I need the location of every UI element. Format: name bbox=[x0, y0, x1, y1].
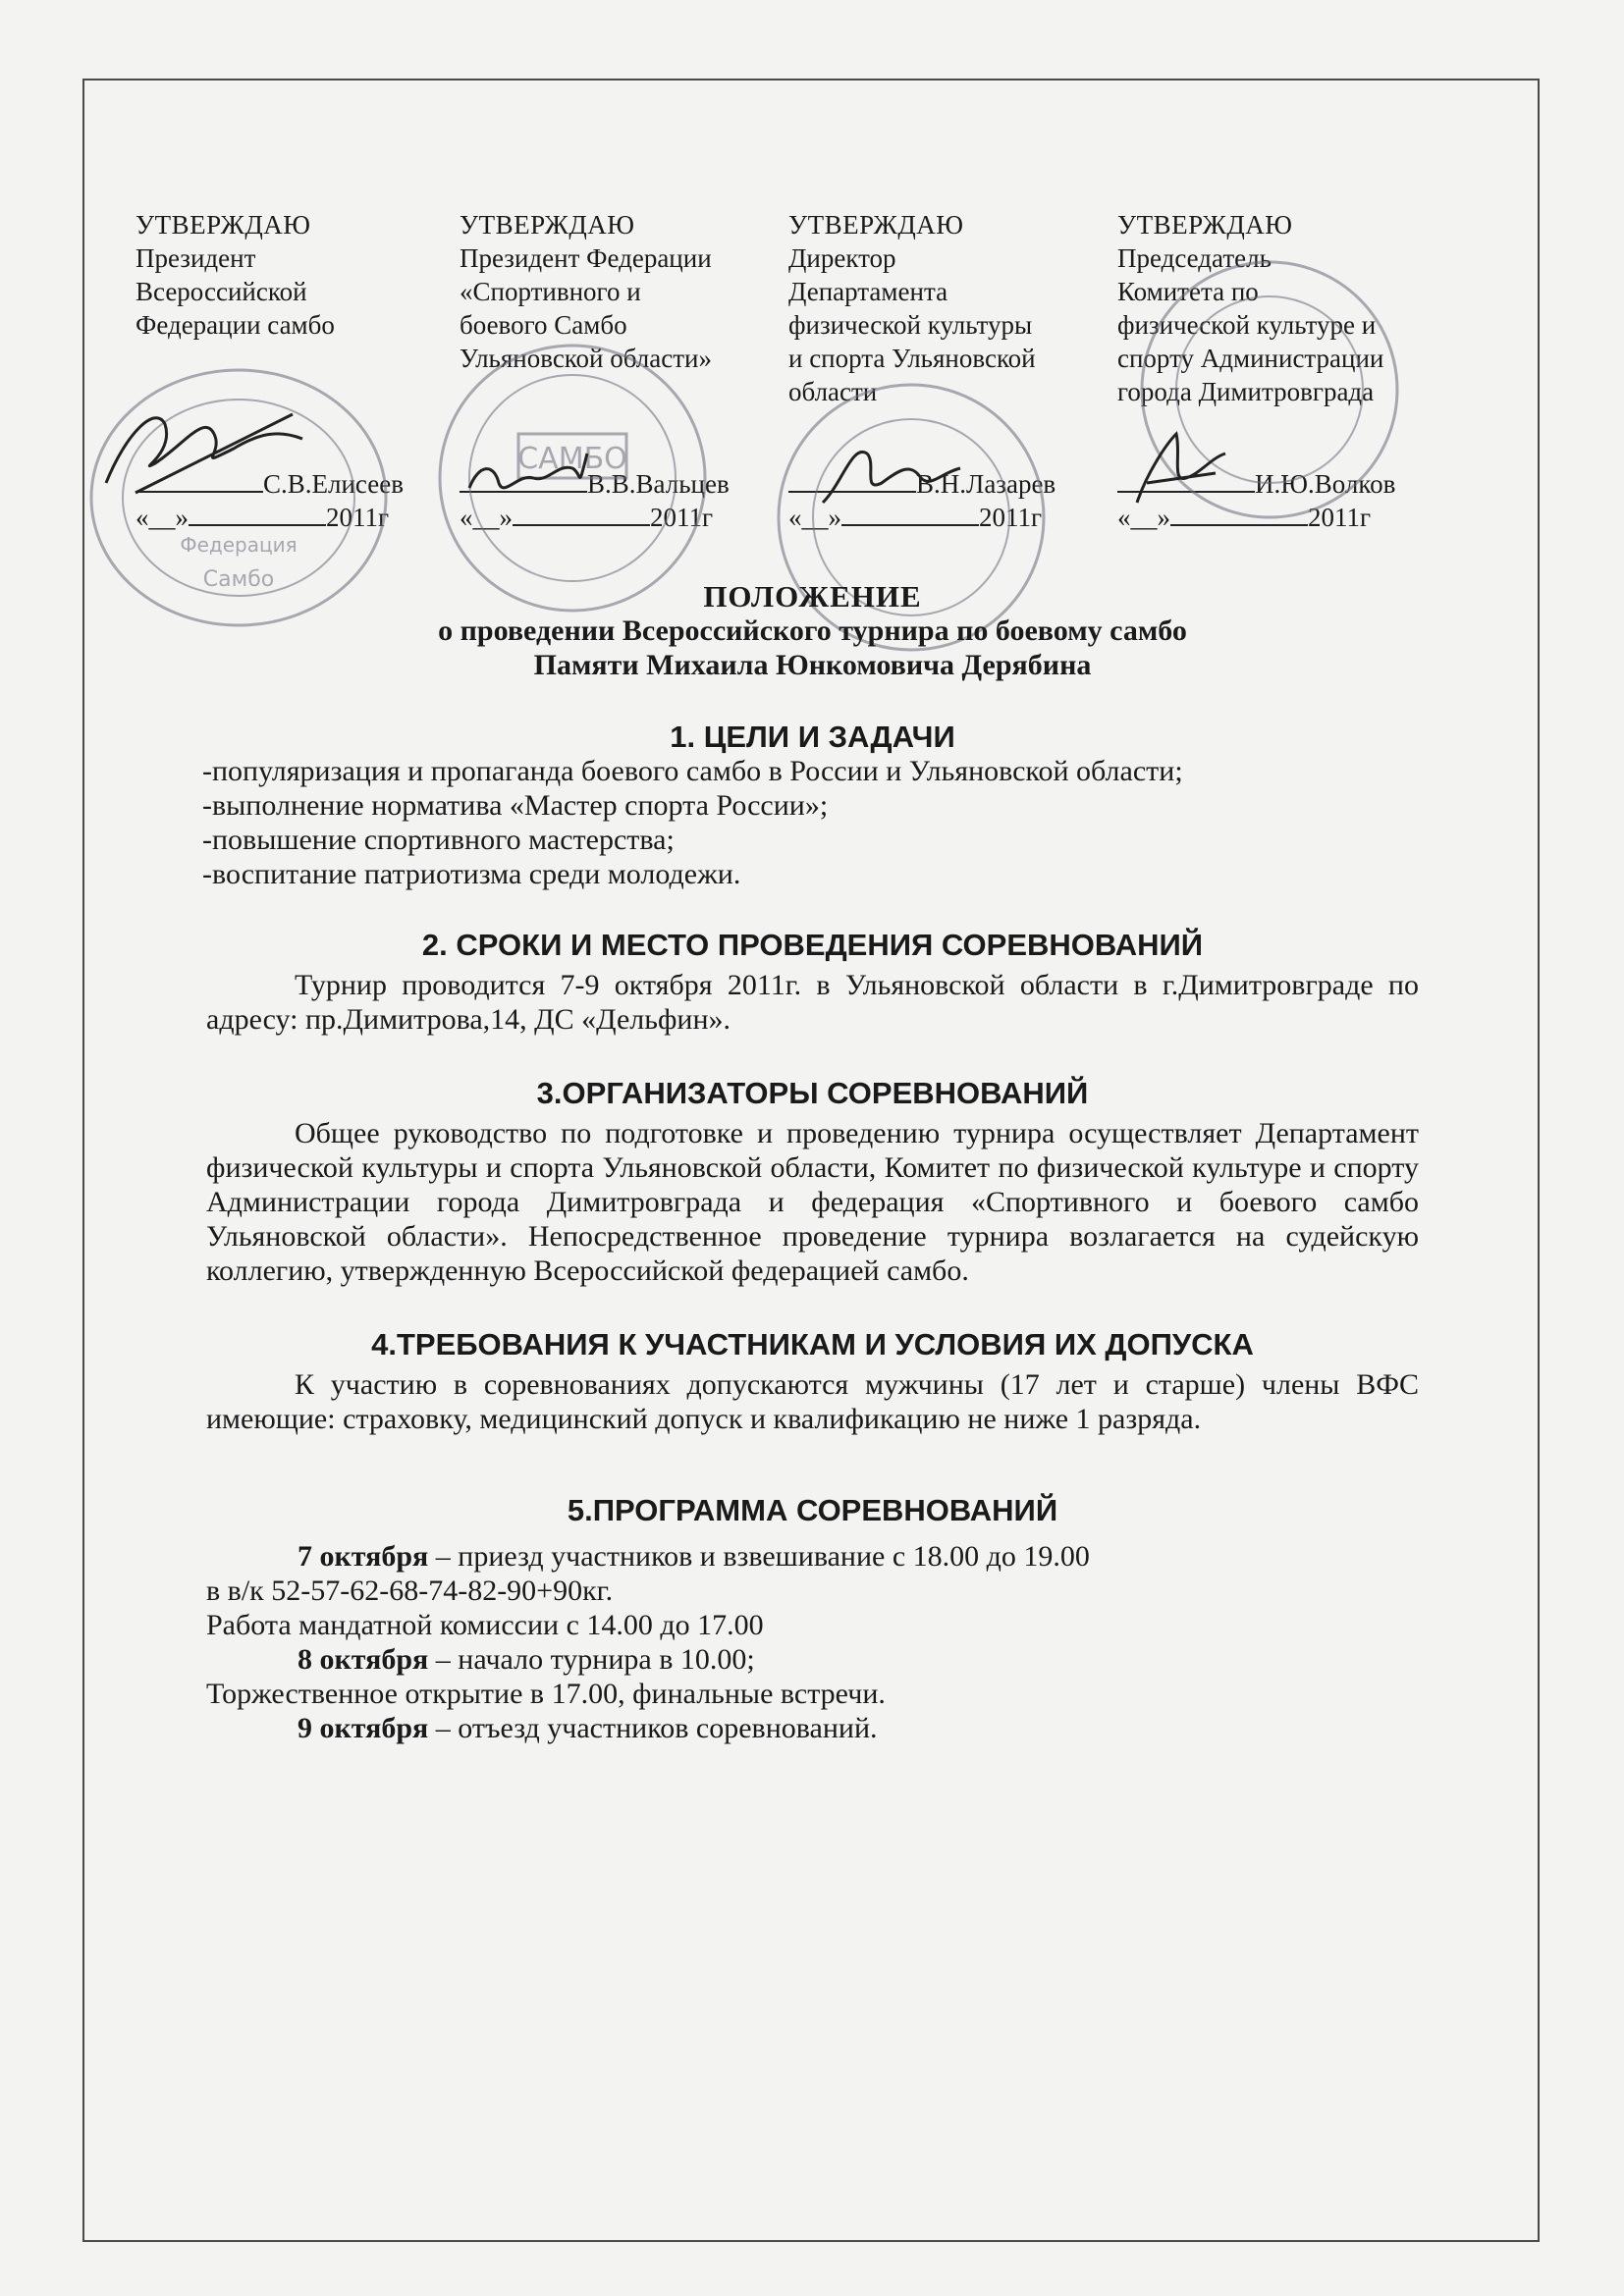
section-1-list bbox=[202, 754, 1419, 891]
date-line bbox=[135, 499, 430, 534]
date-month-blank bbox=[1170, 499, 1308, 526]
date-line bbox=[1117, 499, 1412, 534]
approval-position-line: Всероссийской bbox=[135, 277, 307, 306]
svg-text:Федерация: Федерация bbox=[180, 533, 298, 557]
approval-position-line: Федерации самбо bbox=[135, 310, 335, 340]
list-item: -выполнение норматива «Мастер спорта России»; bbox=[202, 789, 829, 822]
section-1-heading: 1. ЦЕЛИ И ЗАДАЧИ bbox=[670, 720, 955, 754]
title-line-3: Памяти Михаила Юнкомовича Дерябина bbox=[533, 649, 1092, 681]
approval-position-line: области bbox=[788, 377, 878, 406]
signature-line bbox=[1117, 465, 1412, 501]
section-2-heading: 2. СРОКИ И МЕСТО ПРОВЕДЕНИЯ СОРЕВНОВАНИЙ bbox=[421, 928, 1204, 962]
section-5-program bbox=[206, 1539, 1419, 1745]
approval-position-line: Ульяновской области» bbox=[460, 344, 713, 373]
title-line-2: о проведении Всероссийского турнира по боевому самбо bbox=[438, 614, 1187, 647]
approval-position-line: боевого Самбо bbox=[460, 310, 627, 340]
date-month-blank bbox=[189, 499, 326, 526]
date-line bbox=[460, 499, 754, 534]
title-line-1: ПОЛОЖЕНИЕ bbox=[703, 579, 922, 614]
approval-heading: УТВЕРЖДАЮ bbox=[788, 210, 964, 240]
list-item: -воспитание патриотизма среди молодежи. bbox=[202, 858, 741, 890]
approval-block-director-department bbox=[788, 208, 1103, 532]
signature-blank bbox=[135, 465, 263, 493]
approval-block-president-federation bbox=[460, 208, 774, 532]
date-month-blank bbox=[841, 499, 979, 526]
date-year: 2011г bbox=[326, 503, 390, 532]
approval-position-line: Департамента bbox=[788, 277, 948, 306]
approval-position-line: города Димитровграда bbox=[1117, 377, 1375, 406]
date-day-blank: «__» bbox=[1117, 503, 1170, 532]
signer-name: И.Ю.Волков bbox=[1255, 469, 1396, 499]
approval-position-line: и спорта Ульяновской bbox=[788, 344, 1036, 373]
section-2-text: Турнир проводится 7-9 октября 2011г. в Ульяновской области в г.Димитровграде по адресу: пр.Димитрова,14, ДС «Дельфин». bbox=[206, 969, 1419, 1036]
signature-blank bbox=[460, 465, 587, 493]
date-year: 2011г bbox=[1308, 503, 1372, 532]
signature-blank bbox=[1117, 465, 1255, 493]
approval-position-line: физической культуры bbox=[788, 310, 1033, 340]
program-date: 9 октября bbox=[298, 1712, 429, 1744]
signature-line bbox=[788, 465, 1083, 501]
list-item: -популяризация и пропаганда боевого самбо в России и Ульяновской области; bbox=[202, 755, 1183, 787]
date-month-blank bbox=[513, 499, 650, 526]
program-day-1: 7 октября – приезд участников и взвешивание с 18.00 до 19.00 bbox=[298, 1540, 1090, 1573]
program-line: Торжественное открытие в 17.00, финальные встречи. bbox=[206, 1678, 886, 1710]
date-year: 2011г bbox=[979, 503, 1043, 532]
svg-text:САМБО: САМБО bbox=[517, 442, 627, 476]
signer-name: С.В.Елисеев bbox=[263, 469, 404, 499]
approval-block-president-vfs bbox=[135, 208, 450, 532]
document-body bbox=[202, 579, 1419, 1745]
approval-position-line: Президент bbox=[135, 243, 256, 273]
signature-line bbox=[135, 465, 430, 501]
approval-block-chairman-committee bbox=[1117, 208, 1432, 532]
approval-heading: УТВЕРЖДАЮ bbox=[135, 210, 311, 240]
approval-position-line: физической культуре и bbox=[1117, 310, 1377, 340]
program-line: Работа мандатной комиссии с 14.00 до 17.00 bbox=[206, 1609, 764, 1641]
document-title bbox=[206, 579, 1419, 682]
program-day-2: 8 октября – начало турнира в 10.00; bbox=[298, 1643, 755, 1676]
approval-position-line: Директор bbox=[788, 243, 896, 273]
approval-position-line: Председатель bbox=[1117, 243, 1272, 273]
date-line bbox=[788, 499, 1083, 534]
approval-heading: УТВЕРЖДАЮ bbox=[1117, 210, 1293, 240]
date-day-blank: «__» bbox=[135, 503, 189, 532]
approval-position-line: «Спортивного и bbox=[460, 277, 641, 306]
svg-text:Самбо: Самбо bbox=[202, 567, 275, 592]
signer-name: В.В.Вальцев bbox=[587, 469, 730, 499]
section-4-heading: 4.ТРЕБОВАНИЯ К УЧАСТНИКАМ И УСЛОВИЯ ИХ ДОПУСКА bbox=[371, 1327, 1254, 1362]
approval-position-line: Президент Федерации bbox=[460, 243, 712, 273]
program-line: в в/к 52-57-62-68-74-82-90+90кг. bbox=[206, 1575, 614, 1607]
list-item: -повышение спортивного мастерства; bbox=[202, 824, 675, 856]
section-3-heading: 3.ОРГАНИЗАТОРЫ СОРЕВНОВАНИЙ bbox=[536, 1076, 1089, 1110]
date-year: 2011г bbox=[650, 503, 714, 532]
signature-blank bbox=[788, 465, 916, 493]
section-4-text: К участию в соревнованиях допускаются мужчины (17 лет и старше) члены ВФС имеющие: страховку, медицинский допуск и квалификацию не ниже 1 разряда. bbox=[206, 1368, 1419, 1435]
signer-name: В.Н.Лазарев bbox=[916, 469, 1056, 499]
signature-line bbox=[460, 465, 754, 501]
section-3-text: Общее руководство по подготовке и проведению турнира осуществляет Департамент физической культуры и спорта Ульяновской области, Комитет по физической культуре и спорту Администрации города Димитровграда и федерация «Спортивного и боевого самбо Ульяновской области». Непосредственное проведение турнира возлагается на судейскую коллегию, утвержденную Всероссийской федерацией самбо. bbox=[206, 1117, 1419, 1287]
program-date: 7 октября bbox=[298, 1540, 429, 1573]
approval-blocks bbox=[135, 208, 1422, 592]
section-5-heading: 5.ПРОГРАММА СОРЕВНОВАНИЙ bbox=[567, 1493, 1058, 1527]
program-day-3: 9 октября – отъезд участников соревнований. bbox=[298, 1712, 878, 1744]
date-day-blank: «__» bbox=[788, 503, 841, 532]
approval-heading: УТВЕРЖДАЮ bbox=[460, 210, 635, 240]
approval-position-line: Комитета по bbox=[1117, 277, 1259, 306]
date-day-blank: «__» bbox=[460, 503, 513, 532]
approval-position-line: спорту Администрации bbox=[1117, 344, 1384, 373]
program-date: 8 октября bbox=[298, 1643, 429, 1676]
